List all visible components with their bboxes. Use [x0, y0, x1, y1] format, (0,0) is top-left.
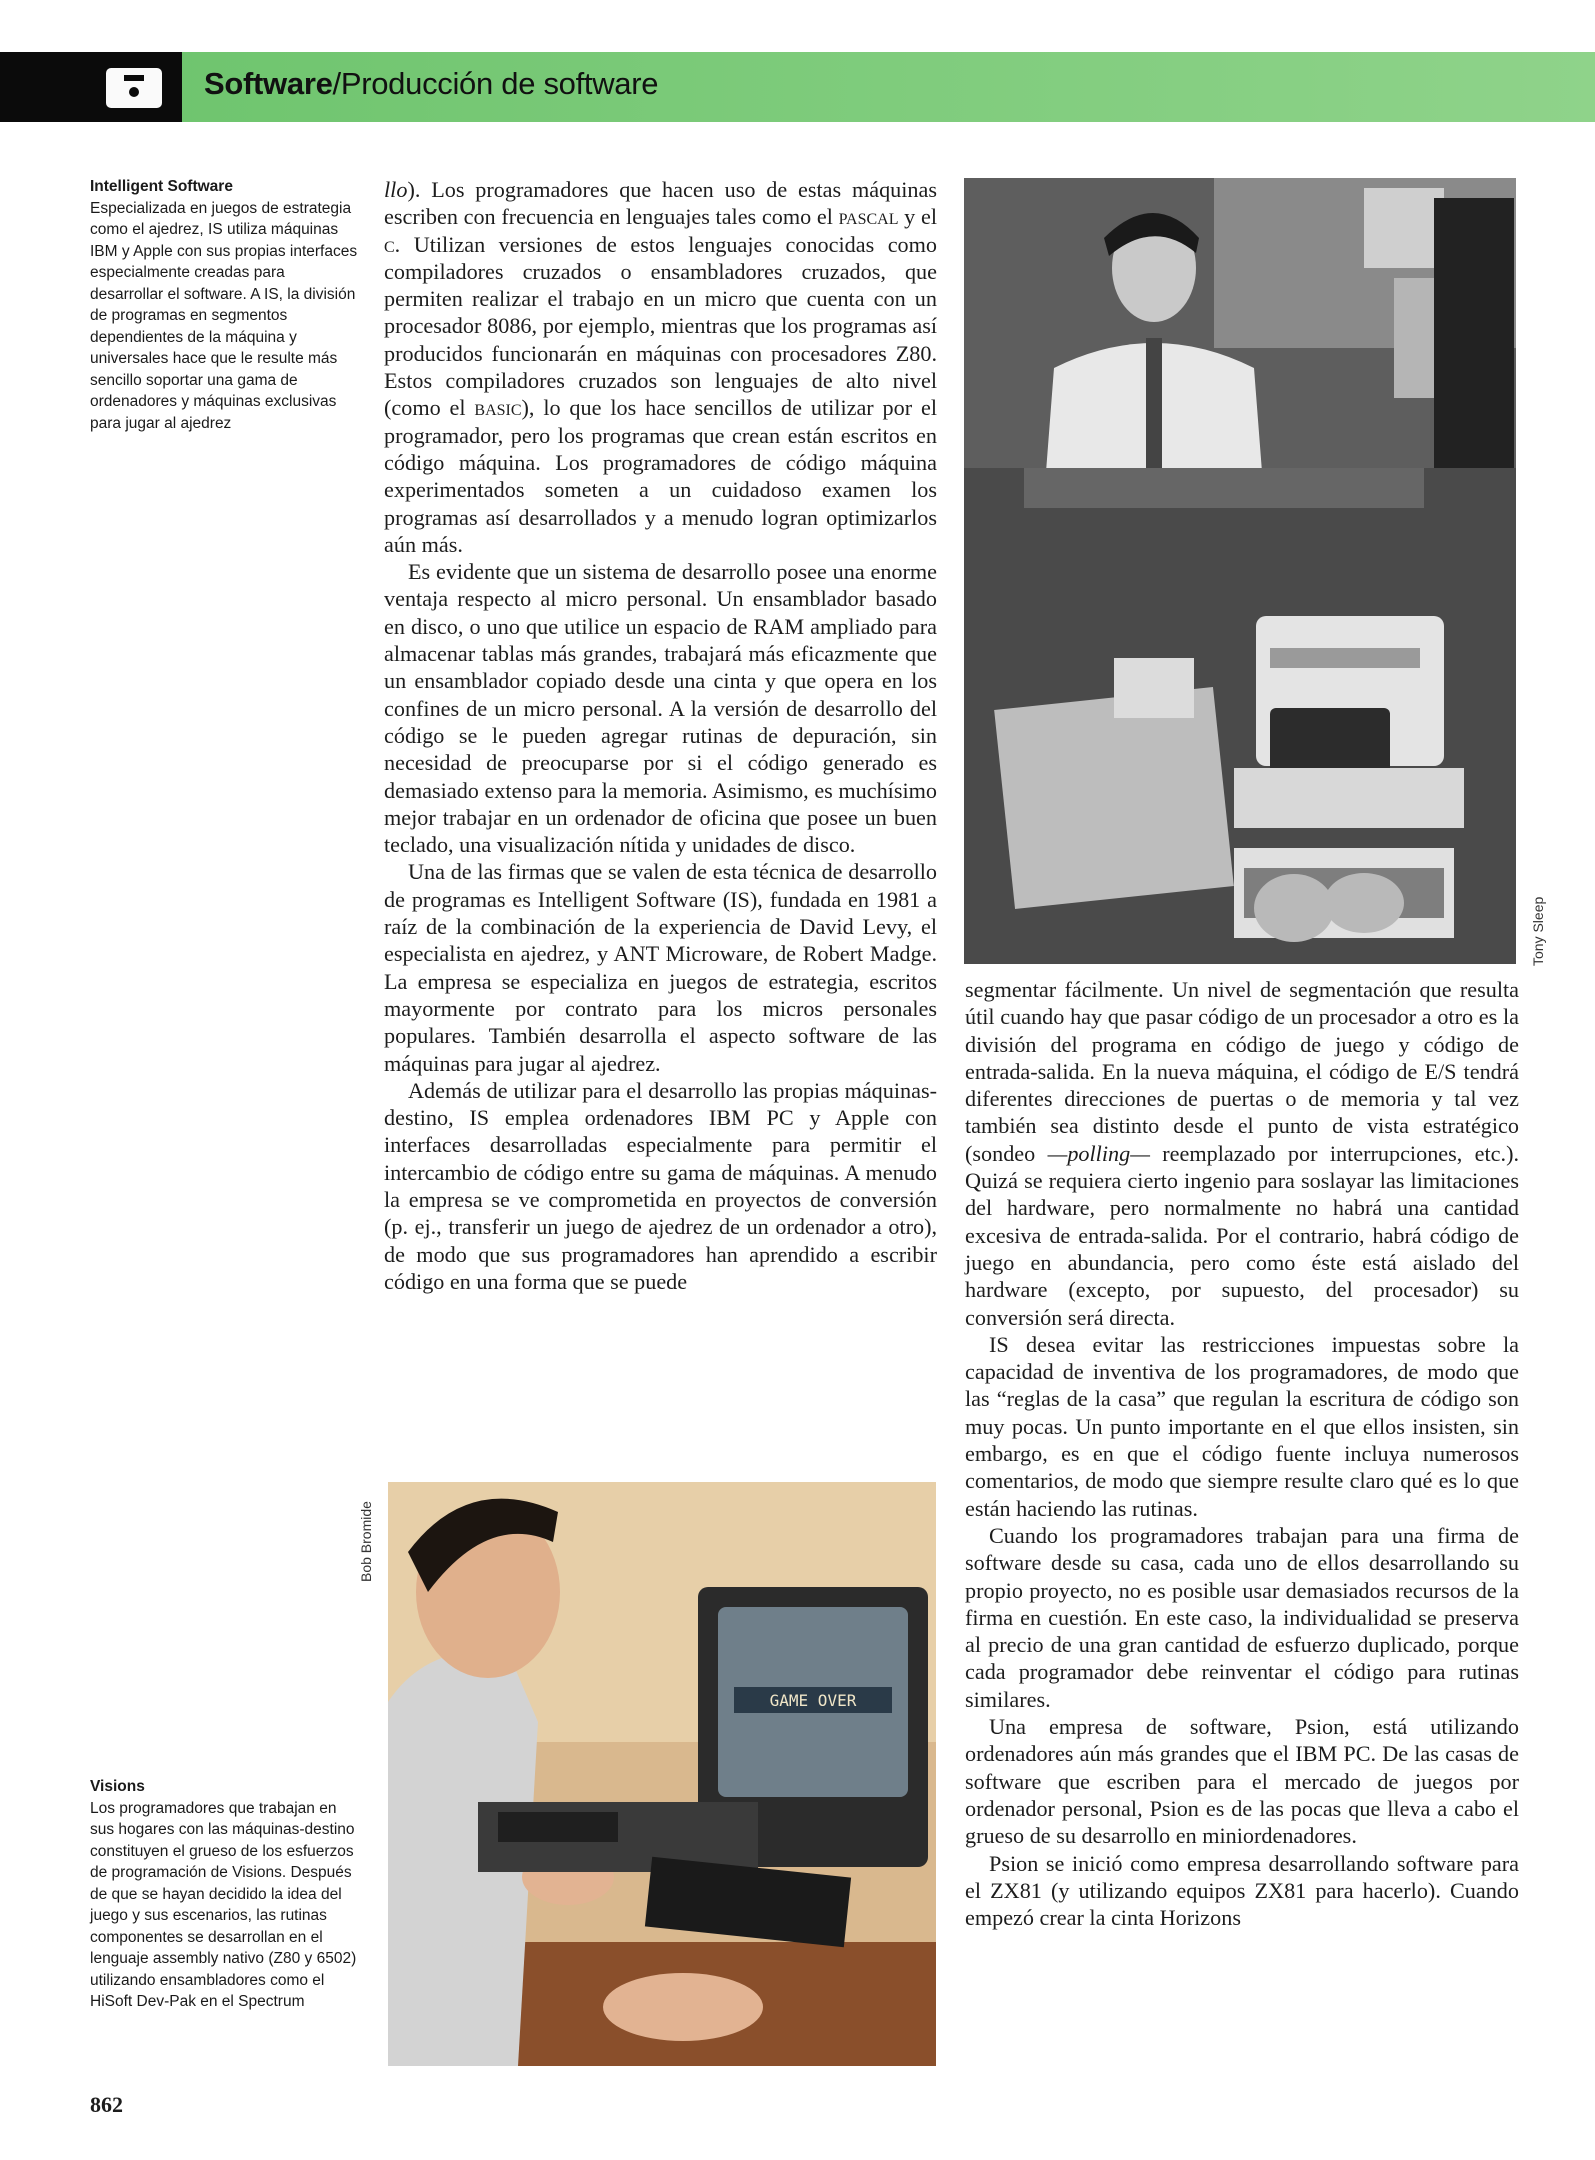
- text-run: ). Los programadores que hacen uso de estas máquinas escriben con frecuencia en lenguajes tales como el: [384, 177, 937, 230]
- paragraph: Psion se inició como empresa desarrollando software para el ZX81 (y utilizando equipos ZX81 para hacerlo). Cuando empezó crear la cinta Horizons: [965, 1850, 1519, 1931]
- office-photo-image: [964, 178, 1516, 964]
- text-italic: llo: [384, 177, 408, 202]
- text-italic: —polling—: [1047, 1140, 1150, 1166]
- paragraph: IS desea evitar las restricciones impuestas sobre la capacidad de inventiva de los programadores, de modo que las “reglas de la casa” que regulan la escritura de código son muy pocas. Un punto importante en el que ellos insisten, sin embargo, es en que el código fuente incluya numerosos comentarios, de modo que siempre resulte claro qué es lo que están haciendo las rutinas.: [965, 1331, 1519, 1521]
- paragraph: Es evidente que un sistema de desarrollo posee una enorme ventaja respecto al micro personal. Un ensamblador basado en disco, o uno que utilice un espacio de RAM ampliado para almacenar tablas más grandes, trabajará más eficazmente que un ensamblador copiado desde una cinta y que opera en los confines de un micro personal. A la versión de desarrollo del código se le pueden agregar rutinas de depuración, sin necesidad de preocuparse por si el código generado es demasiado extenso para la memoria. Asimismo, es muchísimo mejor trabajar en un ordenador de oficina que posee un buen teclado, una visualización nítida y unidades de disco.: [384, 559, 937, 858]
- photo-programmer: [388, 1482, 936, 2066]
- sidenote-intelligent: [90, 176, 358, 434]
- sidenote-title: Visions: [90, 1778, 145, 1795]
- paragraph: [384, 176, 937, 558]
- text-column-1: [384, 176, 937, 1295]
- page-title: [204, 66, 658, 102]
- paragraph: Una de las firmas que se valen de esta técnica de desarrollo de programas es Intelligent Software (IS), fundada en 1981 a raíz de la combinación de la experiencia de David Levy, el especialista en ajedrez, y ANT Microware, de Robert Madge. La empresa se especializa en juegos de estrategia, escritos mayormente por contrato para los micros personales populares. También desarrolla el aspecto software de las máquinas para jugar al ajedrez.: [384, 859, 937, 1076]
- photo-office: [964, 178, 1516, 964]
- paragraph: [965, 976, 1519, 1331]
- text-column-2: [965, 976, 1519, 1931]
- text-run: y el: [898, 204, 937, 230]
- page-number: 862: [90, 2092, 123, 2117]
- text-run: ), lo que los hace sencillos de utilizar por el programador, pero los programas que crean están escritos en código máquina. Los programadores de código máquina experimentados someten a un cuidadoso examen los programas así desarrollados y a menudo logran optimizarlos aún más.: [384, 395, 937, 557]
- text-smallcaps: pascal: [838, 204, 899, 230]
- photo-credit-top: Tony Sleep: [1530, 896, 1546, 966]
- text-smallcaps: c: [384, 231, 395, 257]
- text-run: . Utilizan versiones de estos lenguajes conocidas como compiladores cruzados o ensambladores cruzados, que permiten realizar el trabajo en un micro que cuenta con un procesador 8086, por ejemplo, mientras que los programas así producidos funcionarán en máquinas con procesadores Z80. Estos compiladores cruzados son lenguajes de alto nivel (como el: [384, 231, 937, 421]
- sidenote-body: Especializada en juegos de estrategia como el ajedrez, IS utiliza máquinas IBM y Apple con sus propias interfaces especialmente creadas para desarrollar el software. A IS, la división de programas en segmentos dependientes de la máquina y universales hace que le resulte más sencillo soportar una gama de ordenadores y máquinas exclusivas para jugar al ajedrez: [90, 199, 358, 432]
- sidenote-visions: [90, 1776, 358, 2013]
- programmer-photo-image: [388, 1482, 936, 2066]
- sidenote-title: Intelligent Software: [90, 178, 233, 195]
- subsection-title: /Producción de software: [332, 66, 659, 101]
- paragraph: Una empresa de software, Psion, está utilizando ordenadores aún más grandes que el IBM PC. De las casas de software que escriben para el mercado de juegos por ordenador personal, Psion es de las pocas que lleva a cabo el grueso de su desarrollo en miniordenadores.: [965, 1714, 1519, 1849]
- text-smallcaps: basic: [474, 395, 522, 421]
- paragraph: Cuando los programadores trabajan para una firma de software desde su casa, cada uno de ellos desarrollando su propio proyecto, no es posible usar demasiados recursos de la firma en cuestión. En este caso, la individualidad se preserva al precio de una gran cantidad de esfuerzo duplicado, porque cada programador debe reinventar el código para rutinas similares.: [965, 1522, 1519, 1712]
- screen-text: GAME OVER: [769, 1691, 857, 1710]
- sidenote-body: Los programadores que trabajan en sus hogares con las máquinas-destino constituyen el grueso de los esfuerzos de programación de Visions. Después de que se hayan decidido la idea del juego y sus escenarios, las rutinas componentes se desarrollan en el lenguaje assembly nativo (Z80 y 6502) utilizando ensambladores como el HiSoft Dev-Pak en el Spectrum: [90, 1799, 357, 2010]
- photo-credit-bottom: Bob Bromide: [358, 1501, 374, 1582]
- text-run: segmentar fácilmente. Un nivel de segmentación que resulta útil cuando hay que pasar código de un procesador a otro es la división del programa en código de juego y código de entrada-salida. En la nueva máquina, el código de E/S tendrá diferentes direcciones de puertas o de memoria y tal vez también sea distinto desde el punto de vista estratégico (sondeo: [965, 977, 1519, 1166]
- floppy-disk-icon: [106, 68, 162, 108]
- paragraph: Además de utilizar para el desarrollo las propias máquinas-destino, IS emplea ordenadores IBM PC y Apple con interfaces desarrolladas especialmente para permitir el intercambio de código entre su gama de máquinas. A menudo la empresa se ve comprometida en proyectos de conversión (p. ej., transferir un juego de ajedrez de un ordenador a otro), de modo que sus programadores han aprendido a escribir código en una forma que se puede: [384, 1077, 937, 1294]
- section-title: Software: [204, 66, 333, 101]
- text-run: reemplazado por interrupciones, etc.). Quizá se requiera cierto ingenio para soslayar las limitaciones del hardware, pero normalmente no habrá una cantidad excesiva de entrada-salida. Por el contrario, habrá código de juego en abundancia, pero como éste está aislado del hardware (excepto, por supuesto, del procesador) su conversión será directa.: [965, 1140, 1519, 1330]
